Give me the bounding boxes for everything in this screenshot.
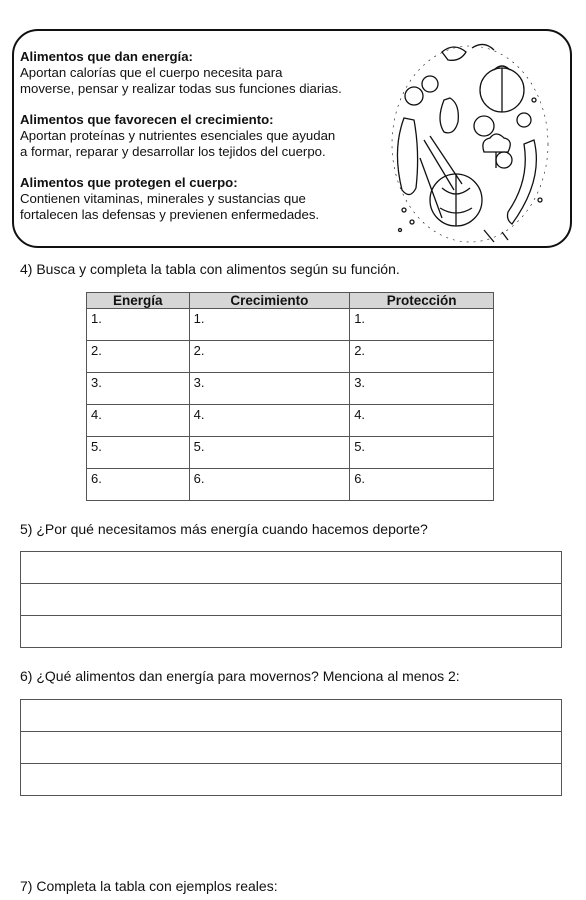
energy-cell[interactable]: 5.: [87, 437, 190, 469]
growth-cell[interactable]: 2.: [189, 341, 350, 373]
growth-cell[interactable]: 6.: [189, 469, 350, 501]
growth-foods-title: Alimentos que favorecen el crecimiento:: [20, 112, 274, 127]
answer-line[interactable]: [21, 616, 561, 648]
table-row: [87, 437, 494, 469]
energy-cell[interactable]: 3.: [87, 373, 190, 405]
table-row: [87, 309, 494, 341]
growth-cell[interactable]: 1.: [189, 309, 350, 341]
energy-cell[interactable]: 6.: [87, 469, 190, 501]
table-row: [87, 341, 494, 373]
growth-cell[interactable]: 5.: [189, 437, 350, 469]
column-header-protection: Protección: [350, 293, 494, 309]
answer-line[interactable]: [21, 732, 561, 764]
protection-foods-description: Contienen vitaminas, minerales y sustancias que fortalecen las defensas y previenen enfermedades.: [20, 191, 320, 222]
table-header-row: [87, 293, 494, 309]
vegetables-illustration: [384, 40, 556, 248]
energy-cell[interactable]: 2.: [87, 341, 190, 373]
question-6: 6) ¿Qué alimentos dan energía para movernos? Menciona al menos 2:: [20, 668, 460, 684]
table-row: [87, 469, 494, 501]
protection-cell[interactable]: 2.: [350, 341, 494, 373]
energy-cell[interactable]: 4.: [87, 405, 190, 437]
growth-cell[interactable]: 4.: [189, 405, 350, 437]
protection-cell[interactable]: 3.: [350, 373, 494, 405]
growth-foods-section: [20, 112, 380, 160]
food-groups-info: [20, 49, 380, 238]
answer-box-6: [20, 699, 562, 796]
table-row: [87, 405, 494, 437]
column-header-energy: Energía: [87, 293, 190, 309]
protection-cell[interactable]: 5.: [350, 437, 494, 469]
answer-line[interactable]: [21, 764, 561, 796]
question-4: 4) Busca y completa la tabla con alimentos según su función.: [20, 261, 400, 277]
growth-foods-description: Aportan proteínas y nutrientes esenciales que ayudan a formar, reparar y desarrollar los tejidos del cuerpo.: [20, 128, 336, 159]
answer-line[interactable]: [21, 552, 561, 584]
energy-foods-description: Aportan calorías que el cuerpo necesita para moverse, pensar y realizar todas sus funciones diarias.: [20, 65, 342, 96]
table-row: [87, 373, 494, 405]
column-header-growth: Crecimiento: [189, 293, 350, 309]
question-7: 7) Completa la tabla con ejemplos reales:: [20, 878, 278, 894]
food-function-table: [86, 292, 494, 501]
energy-cell[interactable]: 1.: [87, 309, 190, 341]
protection-foods-section: [20, 175, 380, 223]
answer-box-5: [20, 551, 562, 648]
protection-cell[interactable]: 1.: [350, 309, 494, 341]
protection-cell[interactable]: 6.: [350, 469, 494, 501]
question-5: 5) ¿Por qué necesitamos más energía cuando hacemos deporte?: [20, 521, 428, 537]
protection-foods-title: Alimentos que protegen el cuerpo:: [20, 175, 238, 190]
protection-cell[interactable]: 4.: [350, 405, 494, 437]
growth-cell[interactable]: 3.: [189, 373, 350, 405]
answer-line[interactable]: [21, 700, 561, 732]
energy-foods-title: Alimentos que dan energía:: [20, 49, 193, 64]
energy-foods-section: [20, 49, 380, 97]
answer-line[interactable]: [21, 584, 561, 616]
